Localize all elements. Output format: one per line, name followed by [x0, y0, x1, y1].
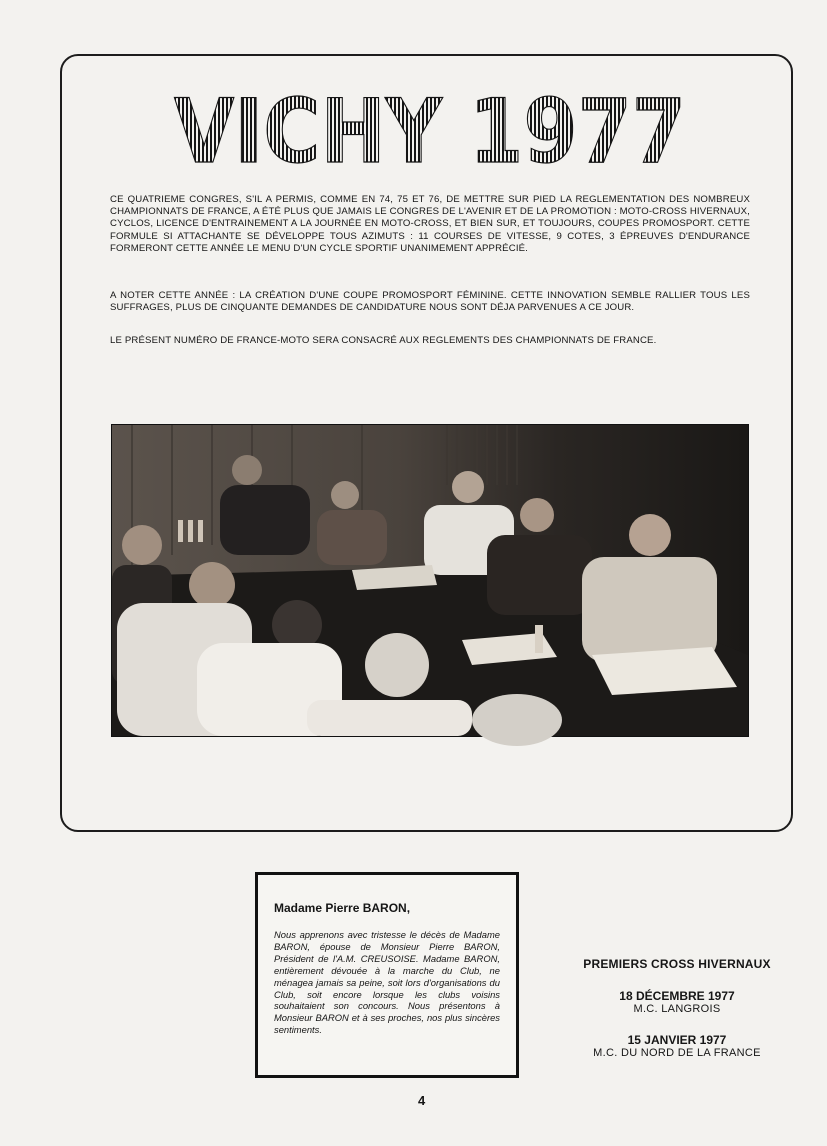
event-club: M.C. DU NORD DE LA FRANCE [593, 1047, 761, 1059]
promosport-paragraph: A NOTER CETTE ANNÉE : LA CRÉATION D'UNE COUPE PROMOSPORT FÉMININE. CETTE INNOVATION SEMBLE RALLIER TOUS LES SUFFRAGES, PLUS DE CINQUANTE DEMANDES DE CANDIDATURE NOUS SONT DÉJA PARVENUES A CE JOUR. [110, 290, 750, 314]
cross-event-2 [572, 1033, 782, 1059]
obituary-text: Nous apprenons avec tristesse le décès de Madame BARON, épouse de Monsieur Pierre BARON, Président de l'A.M. CREUSOISE. Madame BARON, entièrement dévouée à la marche du Club, ne ménagea jamais sa peine, soit lors d'organisations du Club, soit encore lorsque les clubs voisins souhaitaient son concours. Nous présentons à Monsieur BARON et à ses proches, nos plus sincères sentiments. [274, 929, 500, 1036]
obituary-heading: Madame Pierre BARON, [274, 901, 411, 915]
congress-photo [111, 424, 749, 737]
event-date: 18 DÉCEMBRE 1977 [619, 989, 735, 1003]
page-number: 4 [418, 1093, 426, 1108]
closing-paragraph: LE PRÉSENT NUMÉRO DE FRANCE-MOTO SERA CONSACRÉ AUX REGLEMENTS DES CHAMPIONNATS DE FRANCE. [110, 335, 657, 346]
cross-title: PREMIERS CROSS HIVERNAUX [583, 957, 771, 971]
cross-event-1 [572, 989, 782, 1015]
cross-heading [572, 957, 782, 971]
title-text: VICHY 1977 [174, 80, 686, 183]
event-date: 15 JANVIER 1977 [627, 1033, 727, 1047]
intro-paragraph: CE QUATRIEME CONGRES, S'IL A PERMIS, COMME EN 74, 75 ET 76, DE METTRE SUR PIED LA REGLEMENTATION DES NOMBREUX CHAMPIONNATS DE FRANCE, A ÉTÉ PLUS QUE JAMAIS LE CONGRES DE L'AVENIR ET DE LA PROMOTION : MOTO-CROSS HIVERNAUX, CYCLOS, LICENCE D'ENTRAINEMENT A LA JOURNÉE EN MOTO-CROSS, ET BIEN SUR, ET TOUJOURS, COUPES PROMOSPORT. CETTE FORMULE SI ATTACHANTE SE DÉVELOPPE TOUS AZIMUTS : 11 COURSES DE VITESSE, 9 COTES, 3 ÉPREUVES D'ENDURANCE FORMERONT CETTE ANNÉE LE MENU D'UN CYCLE SPORTIF UNANIMEMENT APPRÉCIÉ. [110, 194, 750, 254]
obituary-box [255, 872, 519, 1078]
event-club: M.C. LANGROIS [633, 1003, 721, 1015]
page-title [170, 80, 690, 183]
